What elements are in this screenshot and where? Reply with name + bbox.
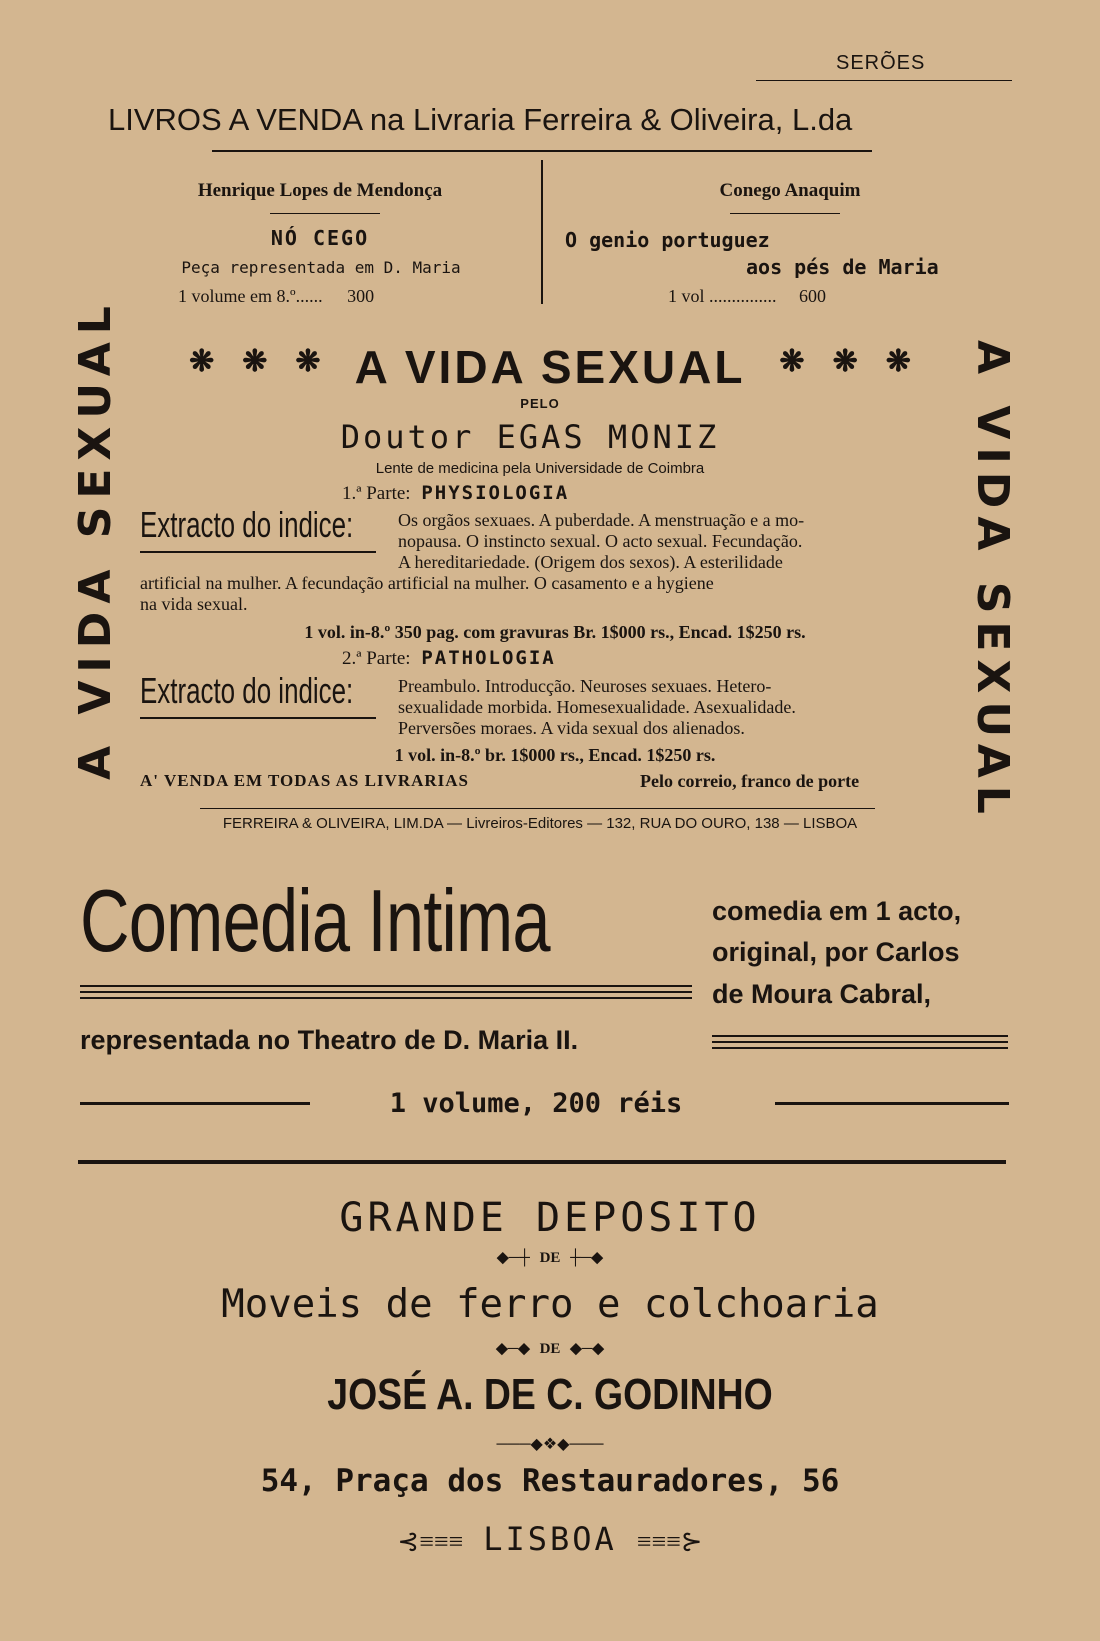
- asterism-icon: ❋: [885, 344, 911, 378]
- vida-title-row: [135, 340, 965, 394]
- deposito-title: GRANDE DEPOSITO: [339, 1195, 761, 1241]
- part2-price: 1 vol. in-8.º br. 1$000 rs., Encad. 1$250 rs.: [394, 745, 716, 765]
- deposito-de2: DE: [539, 1341, 561, 1357]
- running-head: SERÕES: [836, 52, 926, 74]
- comedia-desc-line1: comedia em 1 acto,: [712, 896, 962, 926]
- comedia-title-rule-1: [80, 985, 692, 987]
- comedia-title-rule-2: [80, 991, 692, 993]
- column-divider: [541, 160, 543, 304]
- comedia-price: 1 volume, 200 réis: [389, 1088, 683, 1119]
- asterism-icon: ❋: [832, 344, 858, 378]
- part1-l1: Os orgãos sexuaes. A puberdade. A menstruação e a mo-: [398, 510, 805, 530]
- ornament-left-icon: ◆─┼: [497, 1250, 530, 1266]
- vida-pelo: PELO: [520, 396, 560, 411]
- comedia-desc-rule-1: [712, 1035, 1008, 1037]
- vida-post: Pelo correio, franco de porte: [640, 771, 860, 791]
- comedia-desc-rule-2: [712, 1041, 1008, 1043]
- vida-author: Doutor EGAS MONIZ: [340, 418, 720, 456]
- asterism-icon: ❋: [779, 344, 805, 378]
- section-divider: [78, 1160, 1006, 1164]
- vida-author-role: Lente de medicina pela Universidade de Coimbra: [375, 460, 705, 477]
- ornament-left-icon: ◆─◆: [496, 1341, 530, 1357]
- title-flourish-rule: [212, 150, 872, 152]
- vida-publisher: FERREIRA & OLIVEIRA, LIM.DA — Livreiros-Editores — 132, RUA DO OURO, 138 — LISBOA: [222, 815, 858, 832]
- comedia-price-rule-right: [775, 1102, 1009, 1105]
- part1-l4: artificial na mulher. A fecundação artificial na mulher. O casamento e a hygiene: [140, 573, 714, 593]
- running-head-rule: [756, 80, 1012, 81]
- part2-l1: Preambulo. Introducção. Neuroses sexuaes. Hetero-: [398, 676, 772, 696]
- comedia-desc-line4: representada no Theatro de D. Maria II.: [80, 1025, 579, 1055]
- side-text-right: A VIDA SEXUAL: [967, 340, 1018, 822]
- part2-name: PATHOLOGIA: [421, 647, 556, 669]
- book2-title-line1: O genio portuguez: [565, 228, 770, 252]
- book1-rule: [270, 213, 380, 214]
- book2-author: Conego Anaquim: [719, 180, 861, 201]
- part2-extracto: Extracto do indice:: [140, 670, 354, 711]
- part2-l3: Perversões moraes. A vida sexual dos alienados.: [398, 718, 745, 738]
- part1-l2: nopausa. O instincto sexual. O acto sexual. Fecundação.: [398, 531, 803, 551]
- deposito-de2-row: [400, 1339, 700, 1358]
- part1-heading: [342, 482, 569, 505]
- part1-extracto: Extracto do indice:: [140, 504, 354, 545]
- comedia-title: Comedia Intima: [80, 871, 550, 970]
- book2-price: 600: [799, 286, 827, 306]
- part1-name: PHYSIOLOGIA: [421, 482, 570, 504]
- comedia-desc-line2: original, por Carlos: [712, 937, 960, 967]
- deposito-city: LISBOA: [483, 1520, 617, 1558]
- book2-rule: [730, 213, 840, 214]
- comedia-desc-line3: de Moura Cabral,: [712, 979, 932, 1009]
- comedia-price-rule-left: [80, 1102, 310, 1105]
- publisher-rule: [200, 808, 875, 809]
- vida-title: A VIDA SEXUAL: [354, 341, 746, 393]
- part2-label: 2.ª Parte:: [342, 648, 411, 669]
- book2-volume: 1 vol ............... 600: [668, 286, 827, 306]
- part1-label: 1.ª Parte:: [342, 483, 411, 504]
- part1-l3: A hereditariedade. (Origem dos sexos). A esterilidade: [398, 552, 783, 572]
- book1-subtitle: Peça representada em D. Maria: [181, 258, 461, 277]
- ornament-divider-icon: ───◆❖◆───: [496, 1436, 604, 1453]
- asterism-icon: ❋: [242, 344, 268, 378]
- deposito-owner: JOSÉ A. DE C. GODINHO: [327, 1370, 773, 1419]
- book1-title: NÓ CEGO: [270, 226, 370, 250]
- part1-price: 1 vol. in-8.º 350 pag. com gravuras Br. 1$000 rs., Encad. 1$250 rs.: [304, 622, 806, 642]
- flourish-right-icon: ≡≡≡⊱: [636, 1527, 703, 1556]
- book1-volume: 1 volume em 8.º...... 300: [178, 286, 375, 306]
- book1-author: Henrique Lopes de Mendonça: [197, 180, 443, 201]
- deposito-de1: DE: [539, 1250, 561, 1266]
- deposito-address: 54, Praça dos Restauradores, 56: [260, 1463, 840, 1499]
- part1-extracto-rule: [140, 551, 376, 553]
- asterism-icon: ❋: [189, 344, 215, 378]
- flourish-left-icon: ⊰≡≡≡: [397, 1527, 464, 1556]
- deposito-city-row: [200, 1520, 900, 1558]
- page-title: LIVROS A VENDA na Livraria Ferreira & Oliveira, L.da: [108, 102, 853, 137]
- deposito-de1-row: [400, 1248, 700, 1267]
- vida-sale: A' VENDA EM TODAS AS LIVRARIAS: [140, 771, 469, 790]
- ornament-right-icon: ◆─◆: [570, 1341, 604, 1357]
- book2-title-line2: aos pés de Maria: [746, 255, 939, 279]
- ornament-right-icon: ┼─◆: [570, 1250, 603, 1266]
- comedia-title-rule-3: [80, 997, 692, 999]
- book1-price: 300: [347, 286, 375, 306]
- part2-heading: [342, 647, 556, 670]
- comedia-desc-rule-3: [712, 1047, 1008, 1049]
- part1-l5: na vida sexual.: [140, 594, 248, 614]
- deposito-subject: Moveis de ferro e colchoaria: [221, 1282, 879, 1327]
- part2-l2: sexualidade morbida. Homesexualidade. Asexualidade.: [398, 697, 796, 717]
- asterism-icon: ❋: [295, 344, 321, 378]
- part2-extracto-rule: [140, 717, 376, 719]
- side-text-left: A VIDA SEXUAL: [70, 298, 121, 780]
